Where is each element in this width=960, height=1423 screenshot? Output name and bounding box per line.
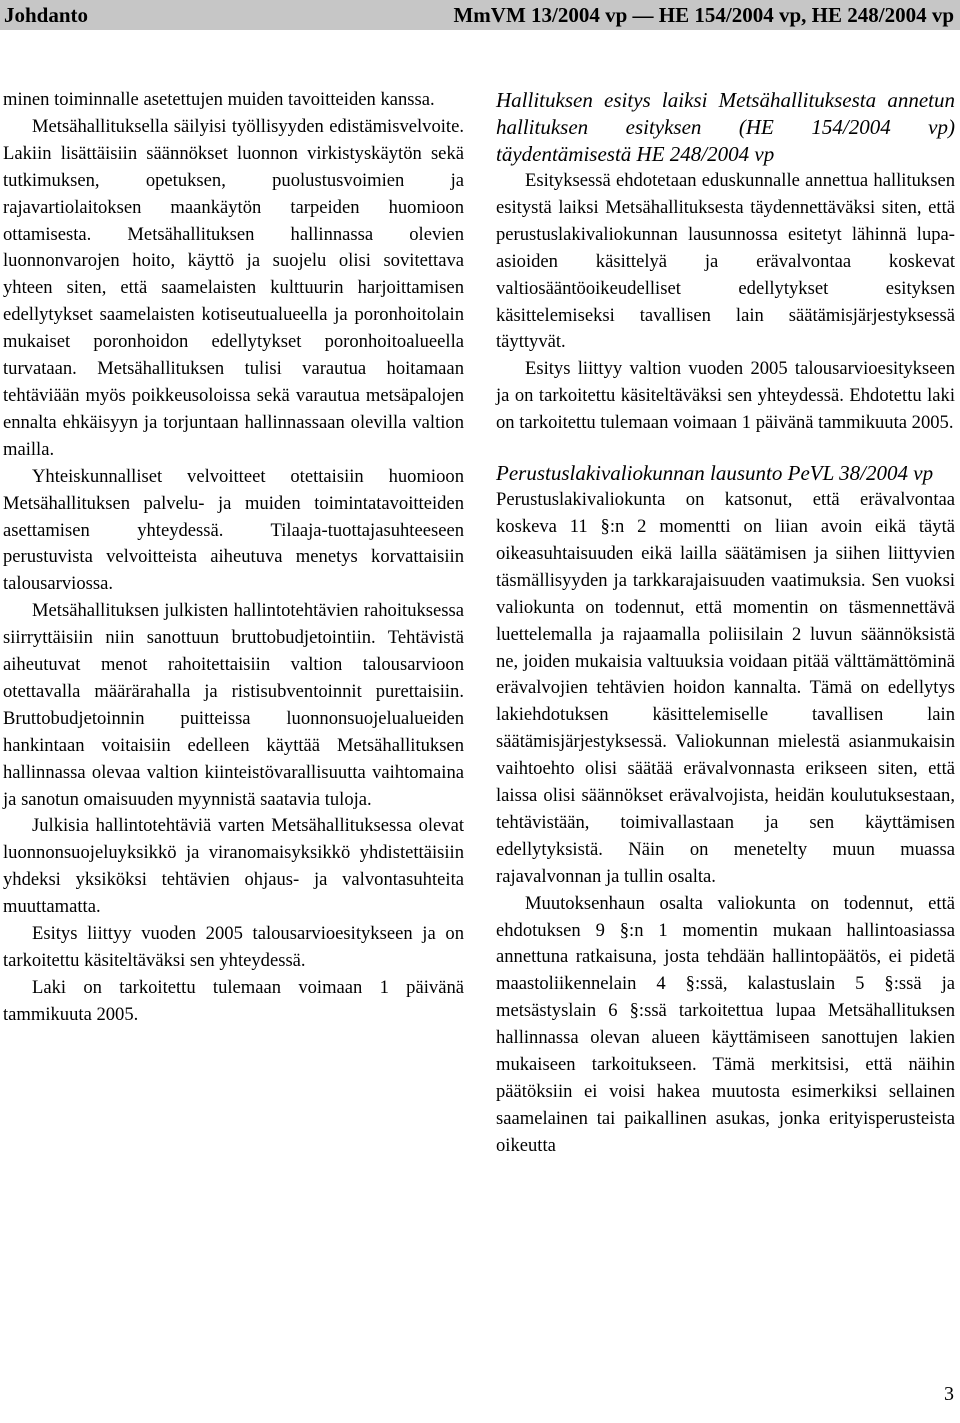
body-paragraph: Esityksessä ehdotetaan eduskunnalle annettua hallituksen esitystä laiksi Metsähallituksesta täydennettäväksi siten, että perustuslakivaliokunnan lausunnossa esitetyt lähinnä lupa-asioiden käsittelyä ja erävalvontaa koskevat valtiosääntöoikeudelliset edellytykset esityksen käsittelemiseksi tavallisen lain säätämisjärjestyksessä täyttyvät.	[496, 170, 955, 353]
running-header	[0, 0, 960, 30]
body-paragraph: minen toiminnalle asetettujen muiden tavoitteiden kanssa.	[3, 89, 435, 110]
body-paragraph: Esitys liittyy valtion vuoden 2005 talousarvioesitykseen ja on tarkoitettu käsiteltäväksi sen yhteydessä. Ehdotettu laki on tarkoitettu tulemaan voimaan 1 päivänä tammikuuta 2005.	[496, 358, 955, 434]
body-paragraph: Perustuslakivaliokunta on katsonut, että erävalvontaa koskeva 11 §:n 2 momentti on liian avoin eikä täytä oikeasuhtaisuuden eikä lailla säätämisen ja siihen liittyvien täsmällisyyden ja tarkkarajaisuuden vaatimuksia. Sen vuoksi valiokunta on todennut, että momentin on täsmennettävä luettelemalla ja rajaamalla poliisilain 2 luvun säännöksistä ne, joiden mukaisia valtuuksia voidaan pitää välttämättöminä erävalvojien tehtävien hoidon kannalta. Tämä on edellytys lakiehdotuksen käsittelemiselle tavallisen lain säätämisjärjestyksessä. Valiokunnan mielestä asianmukaisin vaihtoehto olisi säätää erävalvonnasta erikseen siten, että laissa olisi säännökset erävalvojista, heidän koulutuksestaan, tehtävistään, toimivallastaan ja sen käyttämisen edellytyksistä. Näin on menetelty muun muassa rajavalvonnan ja tullin osalta.	[496, 489, 955, 887]
header-section-title: Johdanto	[4, 3, 89, 27]
body-paragraph: Metsähallituksella säilyisi työllisyyden edistämisvelvoite. Lakiin lisättäisiin säännökset luonnon virkistyskäytön sekä tutkimuksen, opetuksen, puolustusvoimien ja rajavartiolaitoksen maankäytön tarpeiden huomioon ottamisesta. Metsähallituksen hallinnassa olevien luonnonvarojen hoito, käyttö ja suojelu olisi sovitettava yhteen siten, että saamelaisten kulttuurin harjoittamisen edellytykset saamelaisten kotiseutualueella ja poronhoitolain mukaiset poronhoidon edellytykset poronhoitoalueella turvataan. Metsähallituksen tulisi varautua hoitamaan tehtäviään myös poikkeusoloissa sekä varautua metsäpalojen ennalta ehkäisyyn ja torjuntaan hallinnassaan olevilla valtion mailla.	[3, 115, 464, 460]
body-paragraph: Metsähallituksen julkisten hallintotehtävien rahoituksessa siirryttäisiin niin sanottuun bruttobudjetointiin. Tehtävistä aiheutuvat menot rahoitettaisiin valtion talousarvioon otettavalla määrärahalla ja ristisubventoinnit purettaisiin. Bruttobudjetoinnin puitteissa luonnonsuojelualueiden hankintaan voitaisiin edelleen käyttää Metsähallituksen hallinnassa olevaa valtion kiinteistövarallisuutta vaihtomaina ja sanotun omaisuuden myynnistä saatavia tuloja.	[3, 600, 464, 810]
body-paragraph: Julkisia hallintotehtäviä varten Metsähallituksessa olevat luonnonsuojeluyksikkö ja viranomaisyksikkö yhdistettäisiin yhdeksi yksiköksi tehtävien ohjaus- ja valvontasuhteita muuttamatta.	[3, 815, 464, 918]
section-heading-constitutional-committee: Perustuslakivaliokunnan lausunto PeVL 38/2004 vp	[496, 461, 934, 486]
header-document-reference: MmVM 13/2004 vp — HE 154/2004 vp, HE 248/2004 vp	[453, 3, 954, 27]
body-paragraph: Laki on tarkoitettu tulemaan voimaan 1 päivänä tammikuuta 2005.	[3, 976, 464, 1025]
right-column	[496, 87, 955, 1160]
body-paragraph: Esitys liittyy vuoden 2005 talousarvioesitykseen ja on tarkoitettu käsiteltäväksi sen yhteydessä.	[3, 923, 464, 971]
left-column	[3, 87, 464, 1029]
section-spacer	[496, 437, 955, 460]
section-heading-government-proposal: Hallituksen esitys laiksi Metsähallituksesta annetun hallituksen esityksen (HE 154/2004 vp) täydentämisestä HE 248/2004 vp	[496, 88, 955, 166]
body-paragraph: Muutoksenhaun osalta valiokunta on todennut, että ehdotuksen 9 §:n 1 momentin mukaan hallintoasiassa annettuna ratkaisuna, josta tehdään hallintopäätös, ei pidetä maastoliikennelain 4 §:ssä, kalastuslain 5 §:ssä ja metsästyslain 6 §:ssä tarkoitettua lupaa Metsähallituksen hallinnassa olevan alueen käyttämiseen sanottujen lakien mukaiseen tarkoitukseen. Tämä merkitsisi, että näihin päätöksiin ei voisi hakea muutosta esimerkiksi sellainen saamelainen tai paikallinen asukas, jonka erityisperusteista oikeutta	[496, 892, 955, 1156]
page-number: 3	[944, 1383, 954, 1405]
body-paragraph: Yhteiskunnalliset velvoitteet otettaisiin huomioon Metsähallituksen palvelu- ja muiden toimintatavoitteiden asettamisen yhteydessä. Tilaaja-tuottajasuhteeseen perustuvista velvoitteista aiheutuva menetys korvattaisiin talousarviossa.	[3, 465, 464, 595]
